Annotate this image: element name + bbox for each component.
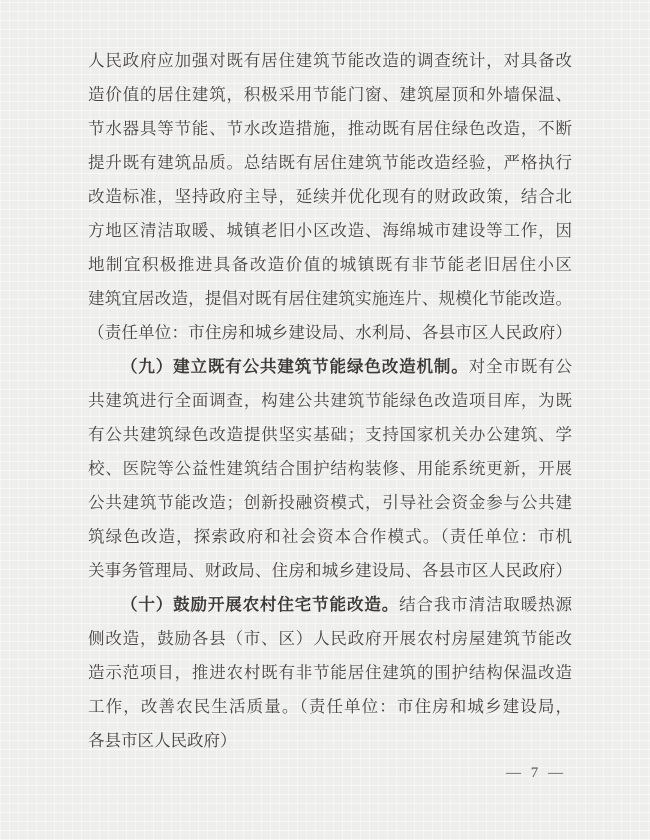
body-text: 有公共建筑绿色改造提供坚实基础；支持国家机关办公建筑、学 — [88, 425, 572, 444]
text-line — [88, 554, 572, 588]
text-line — [88, 44, 572, 78]
text-line — [88, 656, 572, 690]
responsibility-note: （责任单位：市住房和城乡建设局、水利局、各县市区人民政府） — [88, 323, 572, 342]
text-line — [88, 350, 572, 384]
body-text: 共建筑进行全面调查，构建公共建筑节能绿色改造项目库，为既 — [88, 391, 572, 410]
text-line — [88, 418, 572, 452]
body-text: 地制宜积极推进具备改造价值的城镇既有非节能老旧居住小区 — [88, 255, 572, 274]
text-line — [88, 486, 572, 520]
text-line — [88, 520, 572, 554]
text-line — [88, 622, 572, 656]
body-text: 改造标准，坚持政府主导，延续并优化现有的财政政策，结合北 — [88, 187, 572, 206]
text-line — [88, 248, 572, 282]
body-text: 造示范项目，推进农村既有非节能居住建筑的围护结构保温改造 — [88, 663, 572, 682]
responsibility-note: 关事务管理局、财政局、住房和城乡建设局、各县市区人民政府） — [88, 561, 572, 580]
responsibility-note: （责任单位：市住房和城乡建设局， — [299, 697, 573, 716]
body-text: 校、医院等公益性建筑结合围护结构装修、用能系统更新，开展 — [88, 459, 572, 478]
responsibility-note: 各县市区人民政府） — [88, 731, 237, 750]
body-text: 公共建筑节能改造；创新投融资模式，引导社会资金参与公共建 — [88, 493, 572, 512]
body-text: 对全市既有公 — [468, 357, 573, 376]
text-line — [88, 724, 572, 758]
body-text: 建筑宜居改造，提倡对既有居住建筑实施连片、规模化节能改造。 — [88, 289, 572, 308]
text-line — [88, 78, 572, 112]
section-heading: （十）鼓励开展农村住宅节能改造。 — [121, 595, 400, 614]
text-line — [88, 282, 572, 316]
body-text: 筑绿色改造，探索政府和社会资本合作模式。 — [88, 527, 441, 546]
responsibility-note: （责任单位：市机 — [440, 527, 573, 546]
body-text: 节水器具等节能、节水改造措施，推动既有居住绿色改造，不断 — [88, 119, 572, 138]
body-text: 提升既有建筑品质。总结既有居住建筑节能改造经验，严格执行 — [88, 153, 572, 172]
text-line — [88, 214, 572, 248]
body-text: 工作，改善农民生活质量。 — [88, 697, 300, 716]
body-text: 结合我市清洁取暖热源 — [399, 595, 573, 614]
text-line — [88, 384, 572, 418]
section-heading: （九）建立既有公共建筑节能绿色改造机制。 — [121, 357, 469, 376]
text-line — [88, 588, 572, 622]
document-body — [88, 44, 572, 758]
text-line — [88, 316, 572, 350]
text-line — [88, 180, 572, 214]
body-text: 人民政府应加强对既有居住建筑节能改造的调查统计，对具备改 — [88, 51, 572, 70]
text-line — [88, 112, 572, 146]
body-text: 方地区清洁取暖、城镇老旧小区改造、海绵城市建设等工作，因 — [88, 221, 572, 240]
body-text: 侧改造，鼓励各县（市、区）人民政府开展农村房屋建筑节能改 — [88, 629, 572, 648]
body-text: 造价值的居住建筑，积极采用节能门窗、建筑屋顶和外墙保温、 — [88, 85, 572, 104]
text-line — [88, 146, 572, 180]
text-line — [88, 690, 572, 724]
text-line — [88, 452, 572, 486]
page-number: — 7 — — [506, 765, 566, 781]
